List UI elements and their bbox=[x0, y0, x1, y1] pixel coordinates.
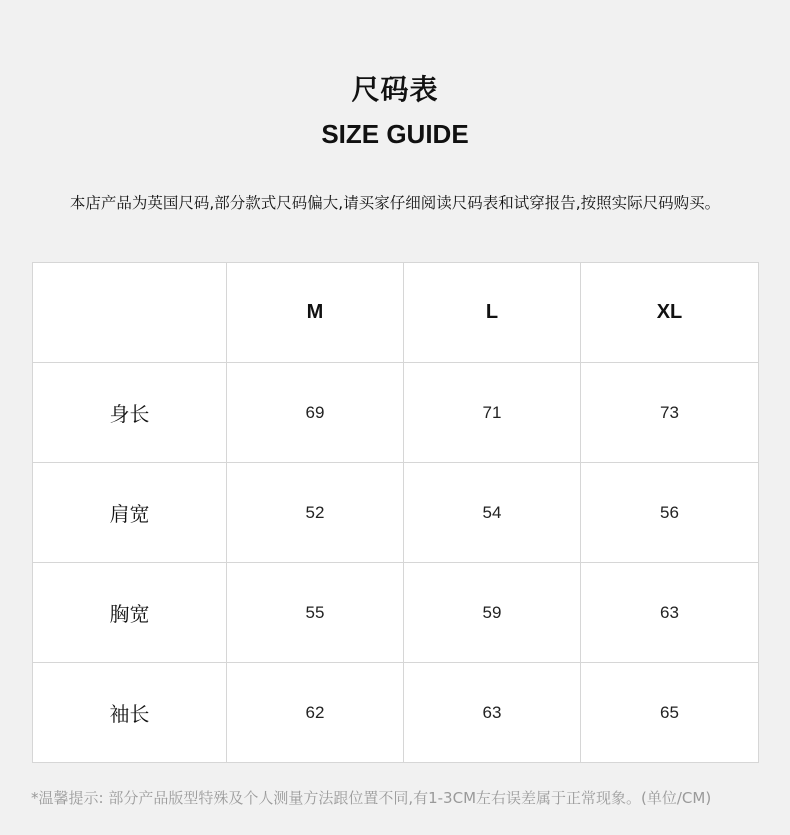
header-cell-empty bbox=[33, 263, 227, 363]
table-cell: 52 bbox=[227, 463, 404, 563]
table-row bbox=[33, 463, 759, 563]
row-label-body-length: 身长 bbox=[33, 363, 227, 463]
header-cell-l: L bbox=[404, 263, 581, 363]
table-cell: 71 bbox=[404, 363, 581, 463]
page-title-en: SIZE GUIDE bbox=[321, 119, 469, 149]
table-cell: 54 bbox=[404, 463, 581, 563]
table-header-row bbox=[33, 263, 759, 363]
table-row bbox=[33, 663, 759, 763]
table-cell: 59 bbox=[404, 563, 581, 663]
footnote: *温馨提示: 部分产品版型特殊及个人测量方法跟位置不同,有1-3CM左右误差属于正常现象。(单位/CM) bbox=[31, 789, 712, 807]
header-cell-m: M bbox=[227, 263, 404, 363]
table-cell: 69 bbox=[227, 363, 404, 463]
table-cell: 55 bbox=[227, 563, 404, 663]
row-label-shoulder-width: 肩宽 bbox=[33, 463, 227, 563]
table-cell: 56 bbox=[581, 463, 759, 563]
page-title-cn: 尺码表 bbox=[351, 73, 439, 106]
row-label-sleeve-length: 袖长 bbox=[33, 663, 227, 763]
table-cell: 62 bbox=[227, 663, 404, 763]
table-cell: 65 bbox=[581, 663, 759, 763]
size-notice: 本店产品为英国尺码,部分款式尺码偏大,请买家仔细阅读尺码表和试穿报告,按照实际尺码购买。 bbox=[69, 194, 721, 212]
table-cell: 73 bbox=[581, 363, 759, 463]
table-row bbox=[33, 363, 759, 463]
table-cell: 63 bbox=[404, 663, 581, 763]
table-cell: 63 bbox=[581, 563, 759, 663]
row-label-chest-width: 胸宽 bbox=[33, 563, 227, 663]
table-row bbox=[33, 563, 759, 663]
header-cell-xl: XL bbox=[581, 263, 759, 363]
size-table bbox=[32, 262, 759, 763]
